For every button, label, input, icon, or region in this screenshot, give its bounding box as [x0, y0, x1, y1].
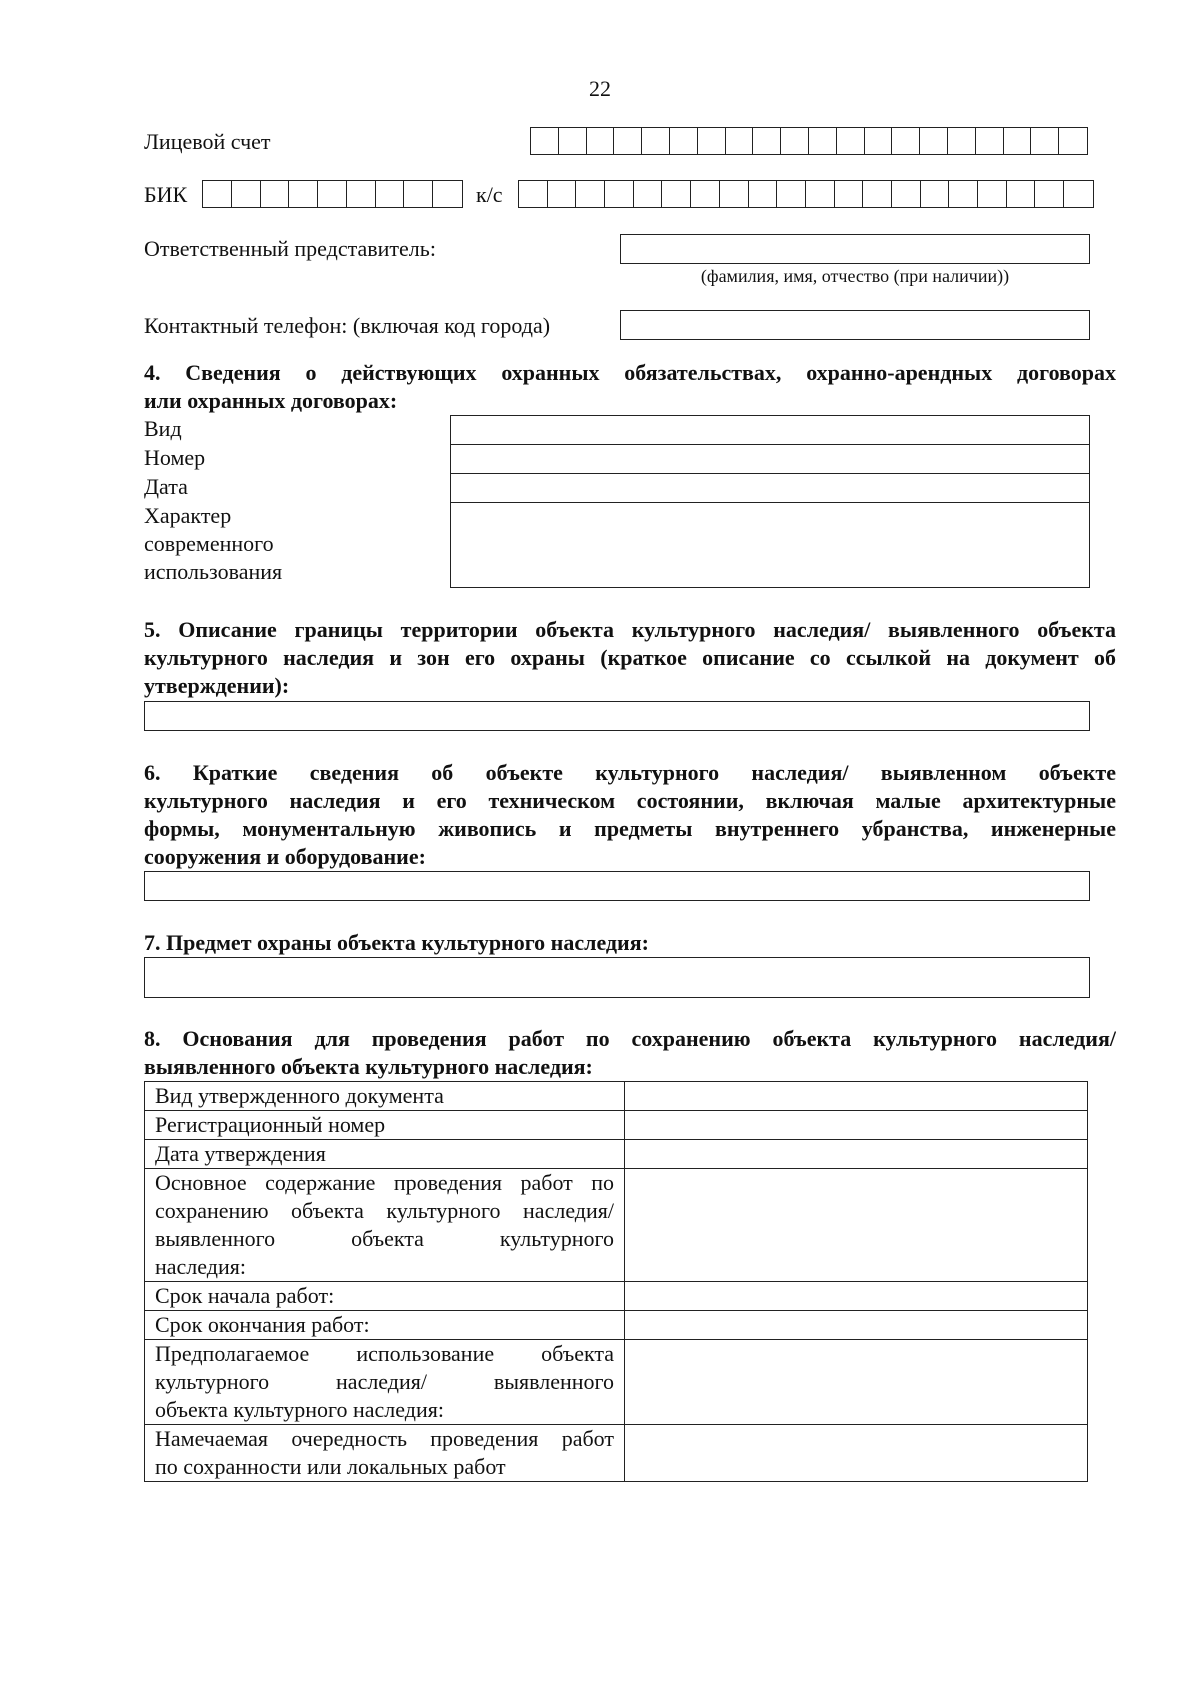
digit-cell[interactable] [576, 181, 605, 207]
section4-label-usage-1: Характер [144, 503, 232, 528]
digit-cell[interactable] [642, 128, 670, 154]
section6-heading-line: культурного наследия и его техническом состоянии, включая малые архитектурные [144, 788, 1116, 813]
section8-row-label-line: Основное содержание проведения работ по [155, 1170, 614, 1195]
digit-cell[interactable] [1004, 128, 1032, 154]
digit-cell[interactable] [753, 128, 781, 154]
section8-row-label [145, 1282, 625, 1311]
personal-account-label: Лицевой счет [144, 129, 271, 154]
representative-field[interactable] [620, 234, 1090, 264]
representative-hint: (фамилия, имя, отчество (при наличии)) [700, 266, 1010, 286]
digit-cell[interactable] [949, 181, 978, 207]
section5-heading-line: культурного наследия и зон его охраны (краткое описание со ссылкой на документ об [144, 645, 1116, 670]
section5-heading-line: 5. Описание границы территории объекта культурного наследия/ выявленного объекта [144, 617, 1116, 642]
section8-row-label-line: Срок начала работ: [155, 1283, 335, 1308]
section8-row-label [145, 1169, 625, 1282]
section6-heading [144, 759, 1116, 871]
digit-cell[interactable] [749, 181, 778, 207]
section6-heading-line: формы, монументальную живопись и предметы внутреннего убранства, инженерные [144, 816, 1116, 841]
digit-cell[interactable] [587, 128, 615, 154]
section8-row-label-line: сохранению объекта культурного наследия/ [155, 1198, 614, 1223]
section8-heading [144, 1025, 1116, 1081]
digit-cell[interactable] [614, 128, 642, 154]
section4-label-usage-3: использования [144, 559, 283, 584]
digit-cell[interactable] [978, 181, 1007, 207]
section4-heading [144, 359, 1116, 415]
section4-fields [450, 415, 1090, 588]
digit-cell[interactable] [835, 181, 864, 207]
digit-cell[interactable] [921, 181, 950, 207]
section8-row-value[interactable] [625, 1340, 1088, 1425]
digit-cell[interactable] [892, 128, 920, 154]
digit-cell[interactable] [634, 181, 663, 207]
digit-cell[interactable] [1064, 181, 1093, 207]
digit-cell[interactable] [662, 181, 691, 207]
digit-cell[interactable] [261, 181, 290, 207]
section8-row-label-line: по сохранности или локальных работ [155, 1454, 506, 1479]
digit-cell[interactable] [670, 128, 698, 154]
section8-table [144, 1081, 1088, 1482]
table-row [145, 1140, 1088, 1169]
table-row [145, 1282, 1088, 1311]
section4-label-usage-2: современного [144, 531, 274, 556]
section5-field[interactable] [144, 701, 1090, 731]
section8-row-label-line: выявленного объекта культурного [155, 1226, 614, 1251]
digit-cell[interactable] [433, 181, 462, 207]
digit-cell[interactable] [1031, 128, 1059, 154]
section8-row-label [145, 1082, 625, 1111]
digit-cell[interactable] [605, 181, 634, 207]
section4-type-field[interactable] [450, 415, 1090, 444]
section6-field[interactable] [144, 871, 1090, 901]
section5-heading [144, 616, 1116, 700]
digit-cell[interactable] [777, 181, 806, 207]
table-row [145, 1111, 1088, 1140]
section4-date-field[interactable] [450, 473, 1090, 502]
section8-row-label-line: Регистрационный номер [155, 1112, 386, 1137]
section4-number-field[interactable] [450, 444, 1090, 473]
digit-cell[interactable] [976, 128, 1004, 154]
digit-cell[interactable] [720, 181, 749, 207]
section6-heading-line: сооружения и оборудование: [144, 844, 426, 869]
digit-cell[interactable] [347, 181, 376, 207]
section8-heading-line: выявленного объекта культурного наследия: [144, 1054, 593, 1079]
table-row [145, 1082, 1088, 1111]
bik-cells[interactable] [202, 180, 463, 208]
digit-cell[interactable] [289, 181, 318, 207]
section8-heading-line: 8. Основания для проведения работ по сохранению объекта культурного наследия/ [144, 1026, 1116, 1051]
phone-field[interactable] [620, 310, 1090, 340]
digit-cell[interactable] [404, 181, 433, 207]
section8-row-label-line: Намечаемая очередность проведения работ [155, 1426, 614, 1451]
digit-cell[interactable] [376, 181, 405, 207]
section5-heading-line: утверждении): [144, 673, 290, 698]
section7-field[interactable] [144, 957, 1090, 998]
digit-cell[interactable] [781, 128, 809, 154]
section8-row-value[interactable] [625, 1140, 1088, 1169]
section4-label-date: Дата [144, 474, 188, 499]
digit-cell[interactable] [531, 128, 559, 154]
digit-cell[interactable] [948, 128, 976, 154]
bik-label: БИК [144, 182, 188, 207]
digit-cell[interactable] [863, 181, 892, 207]
section8-row-value[interactable] [625, 1169, 1088, 1282]
section8-row-value[interactable] [625, 1425, 1088, 1482]
digit-cell[interactable] [806, 181, 835, 207]
table-row [145, 1340, 1088, 1425]
personal-account-cells[interactable] [530, 127, 1088, 155]
digit-cell[interactable] [559, 128, 587, 154]
section8-row-label [145, 1340, 625, 1425]
section8-row-label-line: Предполагаемое использование объекта [155, 1341, 614, 1366]
section8-row-label-line: наследия: [155, 1254, 246, 1279]
ks-label: к/с [476, 182, 503, 207]
phone-label: Контактный телефон: (включая код города) [144, 313, 551, 338]
section8-row-label-line: объекта культурного наследия: [155, 1397, 444, 1422]
digit-cell[interactable] [691, 181, 720, 207]
section4-heading-line: 4. Сведения о действующих охранных обязательствах, охранно-арендных договорах [144, 360, 1116, 385]
page-number: 22 [589, 76, 611, 101]
table-row [145, 1425, 1088, 1482]
section8-row-label-line: Дата утверждения [155, 1141, 326, 1166]
digit-cell[interactable] [809, 128, 837, 154]
section8-row-label [145, 1425, 625, 1482]
representative-label: Ответственный представитель: [144, 236, 436, 261]
digit-cell[interactable] [920, 128, 948, 154]
digit-cell[interactable] [548, 181, 577, 207]
digit-cell[interactable] [318, 181, 347, 207]
digit-cell[interactable] [865, 128, 893, 154]
table-row [145, 1169, 1088, 1282]
digit-cell[interactable] [1007, 181, 1036, 207]
digit-cell[interactable] [1035, 181, 1064, 207]
digit-cell[interactable] [892, 181, 921, 207]
digit-cell[interactable] [203, 181, 232, 207]
digit-cell[interactable] [232, 181, 261, 207]
digit-cell[interactable] [519, 181, 548, 207]
digit-cell[interactable] [698, 128, 726, 154]
section4-label-number: Номер [144, 445, 206, 470]
section8-row-value[interactable] [625, 1111, 1088, 1140]
section6-heading-line: 6. Краткие сведения об объекте культурного наследия/ выявленном объекте [144, 760, 1116, 785]
section8-row-label [145, 1140, 625, 1169]
section8-row-value[interactable] [625, 1311, 1088, 1340]
section7-heading: 7. Предмет охраны объекта культурного наследия: [144, 930, 649, 955]
section4-usage-field[interactable] [450, 502, 1090, 588]
digit-cell[interactable] [1059, 128, 1087, 154]
table-row [145, 1311, 1088, 1340]
section8-row-value[interactable] [625, 1282, 1088, 1311]
ks-cells[interactable] [518, 180, 1094, 208]
section4-label-type: Вид [144, 416, 182, 441]
section8-row-label [145, 1111, 625, 1140]
section8-row-label-line: Срок окончания работ: [155, 1312, 370, 1337]
section8-row-value[interactable] [625, 1082, 1088, 1111]
section8-row-label-line: культурного наследия/ выявленного [155, 1369, 614, 1394]
section8-row-label [145, 1311, 625, 1340]
section8-row-label-line: Вид утвержденного документа [155, 1083, 444, 1108]
digit-cell[interactable] [837, 128, 865, 154]
digit-cell[interactable] [726, 128, 754, 154]
section4-heading-line: или охранных договорах: [144, 388, 398, 413]
